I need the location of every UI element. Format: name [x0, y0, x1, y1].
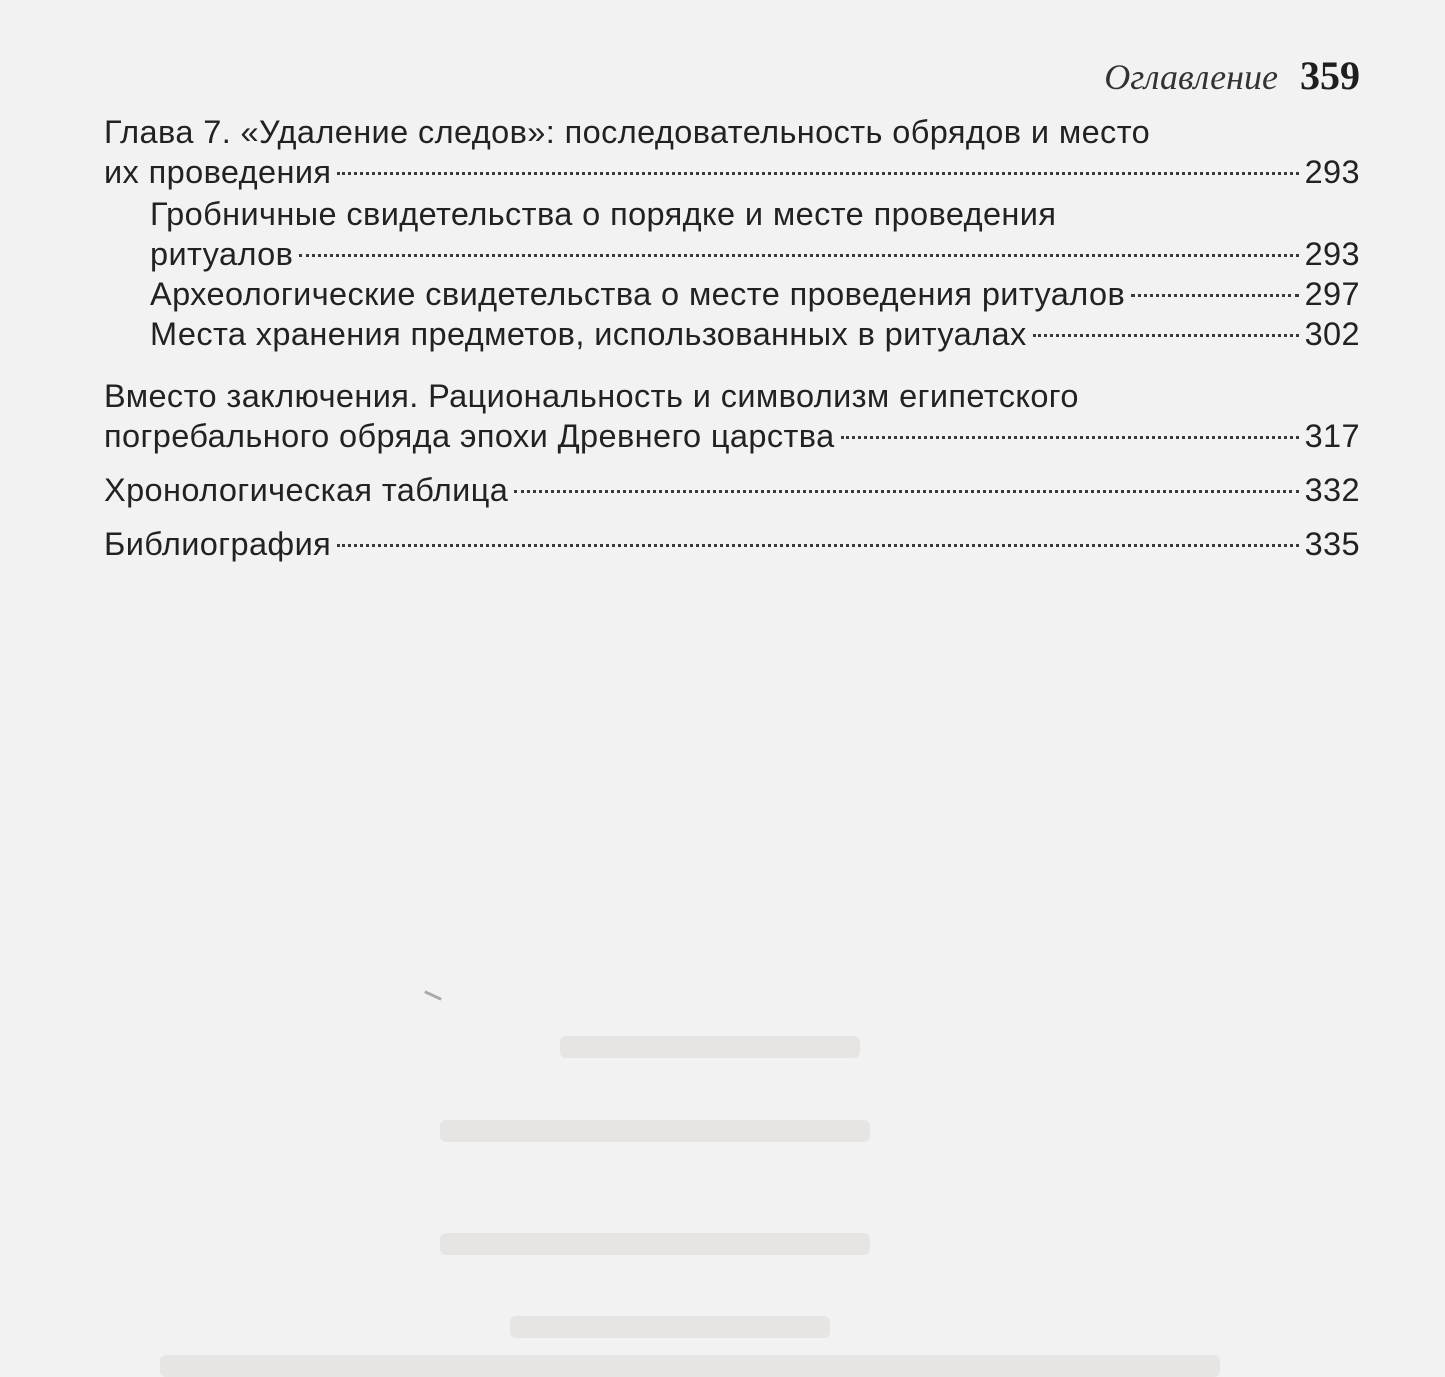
toc-entry-text-line: погребального обряда эпохи Древнего царства [104, 418, 835, 454]
page-number: 359 [1300, 53, 1360, 98]
toc-entry-text-line: Хронологическая таблица [104, 472, 509, 508]
show-through-mark [510, 1316, 830, 1338]
running-head-title: Оглавление [1104, 57, 1278, 97]
toc-entry-tomb-evidence [104, 194, 1360, 274]
dot-leader [1033, 334, 1299, 337]
toc-entry-text-line: Гробничные свидетельства о порядке и месте проведения [150, 196, 1057, 232]
toc-entry-text-line: Библиография [104, 526, 332, 562]
toc-entry-chronology [104, 470, 1360, 510]
toc-page-number: 302 [1304, 316, 1360, 352]
dot-leader [337, 544, 1298, 547]
toc-page-number: 293 [1304, 236, 1360, 272]
running-head [1104, 52, 1360, 99]
toc-entry-conclusion [104, 376, 1360, 456]
dot-leader [514, 490, 1298, 493]
toc-entry-text-line: Глава 7. «Удаление следов»: последовательность обрядов и место [104, 114, 1151, 150]
table-of-contents [104, 112, 1360, 564]
toc-entry-chapter-7 [104, 112, 1360, 192]
show-through-mark [560, 1036, 860, 1058]
show-through-mark [160, 1355, 1220, 1377]
toc-entry-text-line: ритуалов [150, 236, 294, 272]
show-through-mark [440, 1120, 870, 1142]
dot-leader [337, 172, 1298, 175]
toc-entry-text-line: их проведения [104, 154, 332, 190]
show-through-mark [440, 1233, 870, 1255]
toc-entry-text-line: Вместо заключения. Рациональность и символизм египетского [104, 378, 1079, 414]
toc-page-number: 332 [1304, 472, 1360, 508]
toc-page-number: 317 [1304, 418, 1360, 454]
toc-entry-archaeological-evidence [104, 274, 1360, 314]
toc-entry-storage-places [104, 314, 1360, 354]
paper-speck [424, 990, 442, 1000]
toc-page-number: 297 [1304, 276, 1360, 312]
toc-page-number: 335 [1304, 526, 1360, 562]
toc-entry-text-line: Места хранения предметов, использованных в ритуалах [150, 316, 1027, 352]
dot-leader [841, 436, 1299, 439]
dot-leader [1131, 294, 1298, 297]
toc-entry-bibliography [104, 524, 1360, 564]
dot-leader [299, 254, 1298, 257]
toc-page-number: 293 [1304, 154, 1360, 190]
toc-entry-text-line: Археологические свидетельства о месте проведения ритуалов [150, 276, 1126, 312]
